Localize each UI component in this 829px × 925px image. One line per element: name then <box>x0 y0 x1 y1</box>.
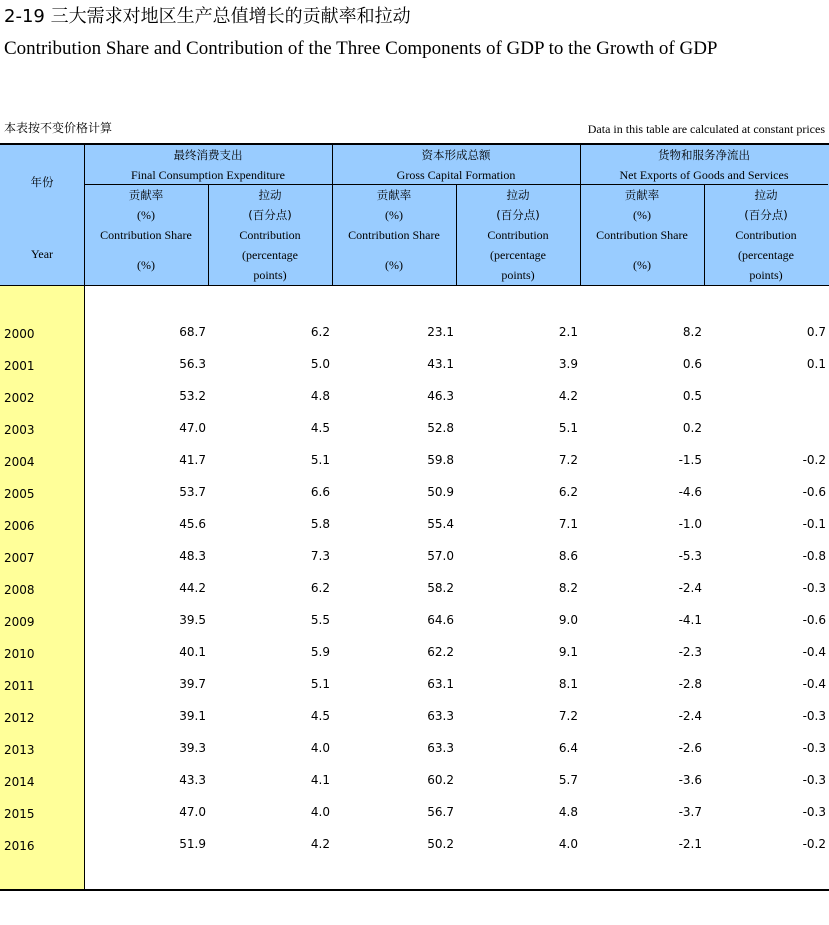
contribution-share-cell: 51.9 <box>179 837 206 851</box>
contribution-points-cell: -0.8 <box>802 549 826 563</box>
contribution-points-cell: 0.1 <box>806 357 826 371</box>
contribution-share-cell: 8.2 <box>682 325 702 339</box>
contribution-share-cell: 60.2 <box>427 773 454 787</box>
note-english: Data in this table are calculated at constant prices <box>587 122 825 136</box>
table-row <box>0 546 829 578</box>
share-header-pct: (%) <box>385 208 403 222</box>
contribution-share-cell: 23.1 <box>427 325 454 339</box>
contribution-points-cell: 7.3 <box>310 549 330 563</box>
table-row <box>0 834 829 866</box>
contribution-points-cell: -0.2 <box>802 453 826 467</box>
contribution-share-cell: 45.6 <box>179 517 206 531</box>
share-header-unit: (%) <box>137 258 155 272</box>
table-row <box>0 642 829 674</box>
contribution-share-cell: -3.7 <box>678 805 702 819</box>
contribution-points-cell: 0.7 <box>806 325 826 339</box>
contribution-points-cell: 8.2 <box>558 581 578 595</box>
table-row <box>0 770 829 802</box>
year-cell: 2003 <box>4 423 35 437</box>
table-row <box>0 706 829 738</box>
contribution-share-cell: 46.3 <box>427 389 454 403</box>
contribution-share-cell: 41.7 <box>179 453 206 467</box>
year-cell: 2012 <box>4 711 35 725</box>
table-row <box>0 386 829 418</box>
contribution-points-cell: 4.0 <box>310 741 330 755</box>
contribution-share-cell: 63.1 <box>427 677 454 691</box>
contribution-share-cell: 39.1 <box>179 709 206 723</box>
contribution-share-cell: 59.8 <box>427 453 454 467</box>
year-cell: 2011 <box>4 679 35 693</box>
pull-header-unit-en: (percentage <box>490 248 546 262</box>
contribution-share-cell: -1.5 <box>678 453 702 467</box>
year-cell: 2016 <box>4 839 35 853</box>
contribution-points-cell: 4.2 <box>558 389 578 403</box>
contribution-points-cell: 4.2 <box>310 837 330 851</box>
table-row <box>0 418 829 450</box>
contribution-points-cell: 4.0 <box>310 805 330 819</box>
contribution-share-cell: 47.0 <box>179 421 206 435</box>
contribution-points-cell: 4.5 <box>310 709 330 723</box>
year-cell: 2009 <box>4 615 35 629</box>
year-header-cn: 年份 <box>30 175 54 189</box>
contribution-points-cell: 4.0 <box>558 837 578 851</box>
table-row <box>0 450 829 482</box>
table-title-english: Contribution Share and Contribution of the Three Components of GDP to the Growth of GDP <box>4 38 718 59</box>
table-row <box>0 802 829 834</box>
contribution-share-cell: 64.6 <box>427 613 454 627</box>
year-cell: 2004 <box>4 455 35 469</box>
contribution-share-cell: -1.0 <box>678 517 702 531</box>
contribution-points-cell: 5.1 <box>310 677 330 691</box>
year-cell: 2008 <box>4 583 35 597</box>
year-cell: 2005 <box>4 487 35 501</box>
contribution-share-cell: -5.3 <box>678 549 702 563</box>
contribution-share-cell: 39.3 <box>179 741 206 755</box>
pull-header-cn: 拉动 <box>258 188 282 202</box>
contribution-share-cell: 0.6 <box>682 357 702 371</box>
table-top-rule <box>0 143 829 145</box>
pull-header-en: Contribution <box>735 228 797 242</box>
year-cell: 2007 <box>4 551 35 565</box>
share-header-unit: (%) <box>633 258 651 272</box>
table-title-chinese: 2-19 三大需求对地区生产总值增长的贡献率和拉动 <box>4 6 411 27</box>
contribution-share-cell: -2.6 <box>678 741 702 755</box>
pull-header-unit-cn: (百分点) <box>248 208 292 222</box>
contribution-points-cell: 6.6 <box>310 485 330 499</box>
share-header-en: Contribution Share <box>348 228 440 242</box>
contribution-share-cell: 53.2 <box>179 389 206 403</box>
year-cell: 2000 <box>4 327 35 341</box>
group-header-cn: 资本形成总额 <box>421 148 491 162</box>
contribution-points-cell: -0.6 <box>802 485 826 499</box>
contribution-share-cell: 56.7 <box>427 805 454 819</box>
pull-header-en: Contribution <box>239 228 301 242</box>
contribution-points-cell: -0.2 <box>802 837 826 851</box>
table-row <box>0 514 829 546</box>
contribution-points-cell: 7.1 <box>558 517 578 531</box>
year-cell: 2002 <box>4 391 35 405</box>
share-header-cn: 贡献率 <box>128 188 164 202</box>
share-header-pct: (%) <box>633 208 651 222</box>
table-row <box>0 322 829 354</box>
contribution-share-cell: -4.6 <box>678 485 702 499</box>
contribution-points-cell: 4.5 <box>310 421 330 435</box>
contribution-share-cell: 62.2 <box>427 645 454 659</box>
contribution-points-cell: -0.1 <box>802 517 826 531</box>
contribution-points-cell: 6.2 <box>558 485 578 499</box>
pull-header-unit-en: points) <box>749 268 783 282</box>
share-header-unit: (%) <box>385 258 403 272</box>
contribution-points-cell: 7.2 <box>558 453 578 467</box>
table-row <box>0 610 829 642</box>
year-cell: 2006 <box>4 519 35 533</box>
header-bottom-rule <box>0 285 829 286</box>
contribution-share-cell: 40.1 <box>179 645 206 659</box>
contribution-points-cell: 4.8 <box>558 805 578 819</box>
pull-header-unit-cn: (百分点) <box>744 208 788 222</box>
contribution-points-cell: 5.5 <box>310 613 330 627</box>
contribution-share-cell: 56.3 <box>179 357 206 371</box>
contribution-share-cell: -2.1 <box>678 837 702 851</box>
pull-header-unit-en: (percentage <box>738 248 794 262</box>
group-header-en: Net Exports of Goods and Services <box>619 168 789 182</box>
pull-header-unit-en: points) <box>501 268 535 282</box>
share-header-en: Contribution Share <box>596 228 688 242</box>
contribution-share-cell: 53.7 <box>179 485 206 499</box>
contribution-points-cell: -0.3 <box>802 773 826 787</box>
contribution-points-cell: 8.6 <box>558 549 578 563</box>
contribution-share-cell: 0.5 <box>682 389 702 403</box>
contribution-share-cell: 58.2 <box>427 581 454 595</box>
group-header-en: Final Consumption Expenditure <box>131 168 285 182</box>
year-cell: 2010 <box>4 647 35 661</box>
contribution-points-cell: 7.2 <box>558 709 578 723</box>
pull-header-cn: 拉动 <box>754 188 778 202</box>
table-row <box>0 738 829 770</box>
contribution-share-cell: -4.1 <box>678 613 702 627</box>
contribution-points-cell: 5.8 <box>310 517 330 531</box>
contribution-points-cell: 3.9 <box>558 357 578 371</box>
share-header-cn: 贡献率 <box>624 188 660 202</box>
contribution-points-cell: -0.4 <box>802 645 826 659</box>
contribution-points-cell: 5.9 <box>310 645 330 659</box>
contribution-share-cell: 63.3 <box>427 741 454 755</box>
year-header-en: Year <box>30 247 54 261</box>
share-header-cn: 贡献率 <box>376 188 412 202</box>
contribution-share-cell: 44.2 <box>179 581 206 595</box>
contribution-points-cell: 6.2 <box>310 325 330 339</box>
contribution-points-cell: 5.0 <box>310 357 330 371</box>
contribution-points-cell: 5.1 <box>310 453 330 467</box>
contribution-share-cell: 63.3 <box>427 709 454 723</box>
group-header-cn: 最终消费支出 <box>173 148 243 162</box>
table-row <box>0 482 829 514</box>
contribution-points-cell: -0.3 <box>802 709 826 723</box>
contribution-points-cell: 5.1 <box>558 421 578 435</box>
contribution-points-cell: -0.4 <box>802 677 826 691</box>
year-cell: 2015 <box>4 807 35 821</box>
contribution-share-cell: 43.3 <box>179 773 206 787</box>
contribution-share-cell: 39.5 <box>179 613 206 627</box>
table-row <box>0 674 829 706</box>
contribution-share-cell: 43.1 <box>427 357 454 371</box>
contribution-share-cell: -2.3 <box>678 645 702 659</box>
contribution-points-cell: 6.2 <box>310 581 330 595</box>
contribution-share-cell: 47.0 <box>179 805 206 819</box>
table-row <box>0 578 829 610</box>
contribution-points-cell: 9.1 <box>558 645 578 659</box>
year-cell: 2014 <box>4 775 35 789</box>
contribution-share-cell: 50.9 <box>427 485 454 499</box>
contribution-points-cell: 5.7 <box>558 773 578 787</box>
year-cell: 2013 <box>4 743 35 757</box>
group-header-cn: 货物和服务净流出 <box>658 148 750 162</box>
pull-header-unit-en: points) <box>253 268 287 282</box>
contribution-points-cell: 2.1 <box>558 325 578 339</box>
contribution-points-cell: 4.8 <box>310 389 330 403</box>
note-chinese: 本表按不变价格计算 <box>4 121 113 135</box>
contribution-share-cell: 0.2 <box>682 421 702 435</box>
pull-header-unit-en: (percentage <box>242 248 298 262</box>
contribution-share-cell: 55.4 <box>427 517 454 531</box>
contribution-share-cell: 57.0 <box>427 549 454 563</box>
contribution-share-cell: 39.7 <box>179 677 206 691</box>
contribution-share-cell: 50.2 <box>427 837 454 851</box>
contribution-points-cell: 9.0 <box>558 613 578 627</box>
share-header-pct: (%) <box>137 208 155 222</box>
contribution-points-cell: 8.1 <box>558 677 578 691</box>
contribution-share-cell: 52.8 <box>427 421 454 435</box>
share-header-en: Contribution Share <box>100 228 192 242</box>
contribution-share-cell: -2.4 <box>678 709 702 723</box>
pull-header-cn: 拉动 <box>506 188 530 202</box>
year-cell: 2001 <box>4 359 35 373</box>
contribution-share-cell: -2.4 <box>678 581 702 595</box>
contribution-points-cell: 6.4 <box>558 741 578 755</box>
contribution-share-cell: -3.6 <box>678 773 702 787</box>
pull-header-en: Contribution <box>487 228 549 242</box>
pull-header-unit-cn: (百分点) <box>496 208 540 222</box>
contribution-share-cell: 68.7 <box>179 325 206 339</box>
contribution-points-cell: 4.1 <box>310 773 330 787</box>
contribution-points-cell: -0.6 <box>802 613 826 627</box>
contribution-points-cell: -0.3 <box>802 581 826 595</box>
contribution-points-cell: -0.3 <box>802 741 826 755</box>
table-bottom-rule <box>0 889 829 891</box>
contribution-share-cell: 48.3 <box>179 549 206 563</box>
table-row <box>0 354 829 386</box>
contribution-points-cell: -0.3 <box>802 805 826 819</box>
group-header-en: Gross Capital Formation <box>396 168 516 182</box>
contribution-share-cell: -2.8 <box>678 677 702 691</box>
